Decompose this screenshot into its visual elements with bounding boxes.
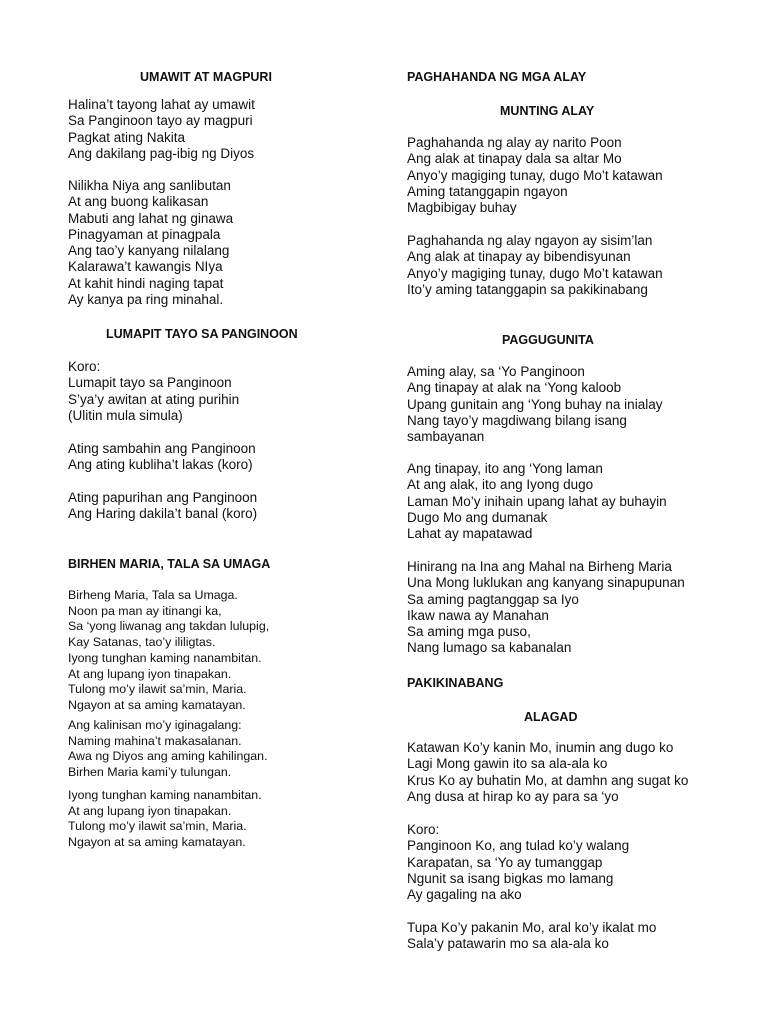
paghahanda-verse-2 xyxy=(407,233,663,298)
lyric-line: Ang alak at tinapay dala sa altar Mo xyxy=(407,151,622,167)
birhen-verse-1 xyxy=(68,588,269,714)
lyric-line: S’ya’y awitan at ating purihin xyxy=(68,391,240,407)
lyric-line: At ang alak, ito ang Iyong dugo xyxy=(407,477,594,493)
lyric-line: Ang alak at tinapay ay bibendisyunan xyxy=(407,249,631,265)
lumapit-verse-3 xyxy=(68,490,257,523)
lyric-line: Ang kalinisan mo’y iginagalang: xyxy=(68,718,242,732)
song-title-lumapit: LUMAPIT TAYO SA PANGINOON xyxy=(106,327,298,341)
lyric-line: Sala’y patawarin mo sa ala-ala ko xyxy=(407,936,609,952)
song-title-paggugunita: PAGGUGUNITA xyxy=(502,333,594,347)
lyric-line: Katawan Ko’y kanin Mo, inumin ang dugo ko xyxy=(407,740,674,755)
lyric-line: Ang ating kubliha’t lakas (koro) xyxy=(68,457,253,473)
lyric-line: At ang lupang iyon tinapakan. xyxy=(68,666,232,681)
lyric-line: Ang tinapay, ito ang ‘Yong laman xyxy=(407,461,603,476)
lyric-line: Ay kanya pa ring minahal. xyxy=(68,292,224,308)
paggugunita-verse-1 xyxy=(407,364,662,445)
pakikinabang-verse-1 xyxy=(407,740,688,805)
lyric-line: Pagkat ating Nakita xyxy=(68,129,186,145)
lyric-line: Iyong tunghan kaming nanambitan. xyxy=(68,650,262,665)
lyric-line: Anyo’y magiging tunay, dugo Mo’t katawan xyxy=(407,265,663,281)
lyric-line: Iyong tunghan kaming nanambitan. xyxy=(68,788,262,802)
song-title-pakikinabang: PAKIKINABANG xyxy=(407,676,504,690)
lyric-line: Sa aming pagtanggap sa Iyo xyxy=(407,591,579,607)
lyric-line: Ito’y aming tatanggapin sa pakikinabang xyxy=(407,281,648,297)
lyric-line: Krus Ko ay buhatin Mo, at damhn ang sugat ko xyxy=(407,772,689,788)
lyric-line: (Ulitin mula simula) xyxy=(68,407,183,423)
lyric-line: Una Mong luklukan ang kanyang sinapupunan xyxy=(407,575,685,591)
lyric-line: Kay Satanas, tao’y ililigtas. xyxy=(68,635,216,650)
lyric-line: Ngunit sa isang bigkas mo lamang xyxy=(407,870,614,886)
song-title-paghahanda: PAGHAHANDA NG MGA ALAY xyxy=(407,70,587,84)
lyric-line: Laman Mo’y inihain upang lahat ay buhayin xyxy=(407,493,667,509)
lyric-line: Paghahanda ng alay ay narito Poon xyxy=(407,135,622,150)
lyric-line: Nilikha Niya ang sanlibutan xyxy=(68,178,231,193)
lyric-line: Aming alay, sa ‘Yo Panginoon xyxy=(407,364,585,379)
song-subtitle-alagad: ALAGAD xyxy=(524,710,578,724)
lyric-line: sambayanan xyxy=(407,429,485,445)
lyric-line: Nang lumago sa kabanalan xyxy=(407,640,572,656)
lyric-line: Lumapit tayo sa Panginoon xyxy=(68,375,232,391)
lyric-line: Lagi Mong gawin ito sa ala-ala ko xyxy=(407,756,608,772)
lyric-line: Paghahanda ng alay ngayon ay sisim’lan xyxy=(407,233,653,248)
lyric-line: Tulong mo’y ilawit sa’min, Maria. xyxy=(68,819,247,834)
lyric-line: Aming tatanggapin ngayon xyxy=(407,183,568,199)
birhen-verse-2 xyxy=(68,718,268,781)
lyric-line: Ang dakilang pag-ibig ng Diyos xyxy=(68,145,255,161)
pakikinabang-verse-2 xyxy=(407,822,629,903)
lyric-line: Awa ng Diyos ang aming kahilingan. xyxy=(68,749,268,764)
lyric-line: Tupa Ko’y pakanin Mo, aral ko’y ikalat mo xyxy=(407,920,657,935)
lyric-line: Ang Haring dakila’t banal (koro) xyxy=(68,506,258,522)
lyric-line: Upang gunitain ang ‘Yong buhay na inialay xyxy=(407,396,663,412)
lyric-line: Birheng Maria, Tala sa Umaga. xyxy=(68,588,238,602)
lyric-line: Koro: xyxy=(407,822,440,837)
lyric-line: Lahat ay mapatawad xyxy=(407,526,533,542)
pakikinabang-verse-3 xyxy=(407,920,656,953)
song-title-birhen: BIRHEN MARIA, TALA SA UMAGA xyxy=(68,557,271,571)
lyric-line: Ating papurihan ang Panginoon xyxy=(68,490,258,505)
song-subtitle-munting-alay: MUNTING ALAY xyxy=(500,104,595,118)
lyric-line: Koro: xyxy=(68,359,101,374)
lyric-line: Ang tao’y kanyang nilalang xyxy=(68,243,230,259)
lyric-line: Sa ‘yong liwanag ang takdan lulupig, xyxy=(68,619,270,634)
birhen-verse-3 xyxy=(68,788,262,851)
lyric-line: Birhen Maria kami’y tulungan. xyxy=(68,765,232,780)
lyric-line: Kalarawa’t kawangis NIya xyxy=(68,259,223,275)
lyric-line: Naming mahina’t makasalanan. xyxy=(68,733,242,748)
lyric-line: Ay gagaling na ako xyxy=(407,887,522,903)
lyric-line: Ngayon at sa aming kamatayan. xyxy=(68,835,246,850)
lyric-line: Ikaw nawa ay Manahan xyxy=(407,607,549,623)
lyric-line: Noon pa man ay itinangi ka, xyxy=(68,603,222,618)
lyric-line: Halina’t tayong lahat ay umawit xyxy=(68,97,255,112)
umawit-verse-1 xyxy=(68,97,255,162)
lyric-line: Nang tayo’y magdiwang bilang isang xyxy=(407,412,627,428)
lyric-line: Karapatan, sa ‘Yo ay tumanggap xyxy=(407,854,603,870)
paggugunita-verse-2 xyxy=(407,461,667,542)
song-title-umawit: UMAWIT AT MAGPURI xyxy=(140,70,272,84)
lyric-line: Pinagyaman at pinagpala xyxy=(68,226,221,242)
paggugunita-verse-3 xyxy=(407,559,685,657)
paghahanda-verse-1 xyxy=(407,135,663,216)
lyric-line: Sa aming mga puso, xyxy=(407,624,531,640)
lyric-line: At ang buong kalikasan xyxy=(68,194,209,210)
lyric-line: Anyo’y magiging tunay, dugo Mo’t katawan xyxy=(407,167,663,183)
lyric-line: Ngayon at sa aming kamatayan. xyxy=(68,697,246,712)
lumapit-verse-2 xyxy=(68,441,256,474)
lyric-line: Tulong mo’y ilawit sa’min, Maria. xyxy=(68,682,247,697)
lyric-line: Ating sambahin ang Panginoon xyxy=(68,441,256,456)
lyric-line: Panginoon Ko, ang tulad ko’y walang xyxy=(407,838,630,854)
lyric-line: Hinirang na Ina ang Mahal na Birheng Maria xyxy=(407,559,672,574)
lyric-line: Ang dusa at hirap ko ay para sa ‘yo xyxy=(407,788,619,804)
lyric-line: Dugo Mo ang dumanak xyxy=(407,509,548,525)
lyric-line: Ang tinapay at alak na ‘Yong kaloob xyxy=(407,380,622,396)
lyric-line: At ang lupang iyon tinapakan. xyxy=(68,803,232,818)
lyric-line: At kahit hindi naging tapat xyxy=(68,275,224,291)
lyric-line: Magbibigay buhay xyxy=(407,200,517,216)
lumapit-verse-1 xyxy=(68,359,239,424)
umawit-verse-2 xyxy=(68,178,233,308)
lyric-line: Mabuti ang lahat ng ginawa xyxy=(68,210,234,226)
lyric-line: Sa Panginoon tayo ay magpuri xyxy=(68,113,253,129)
